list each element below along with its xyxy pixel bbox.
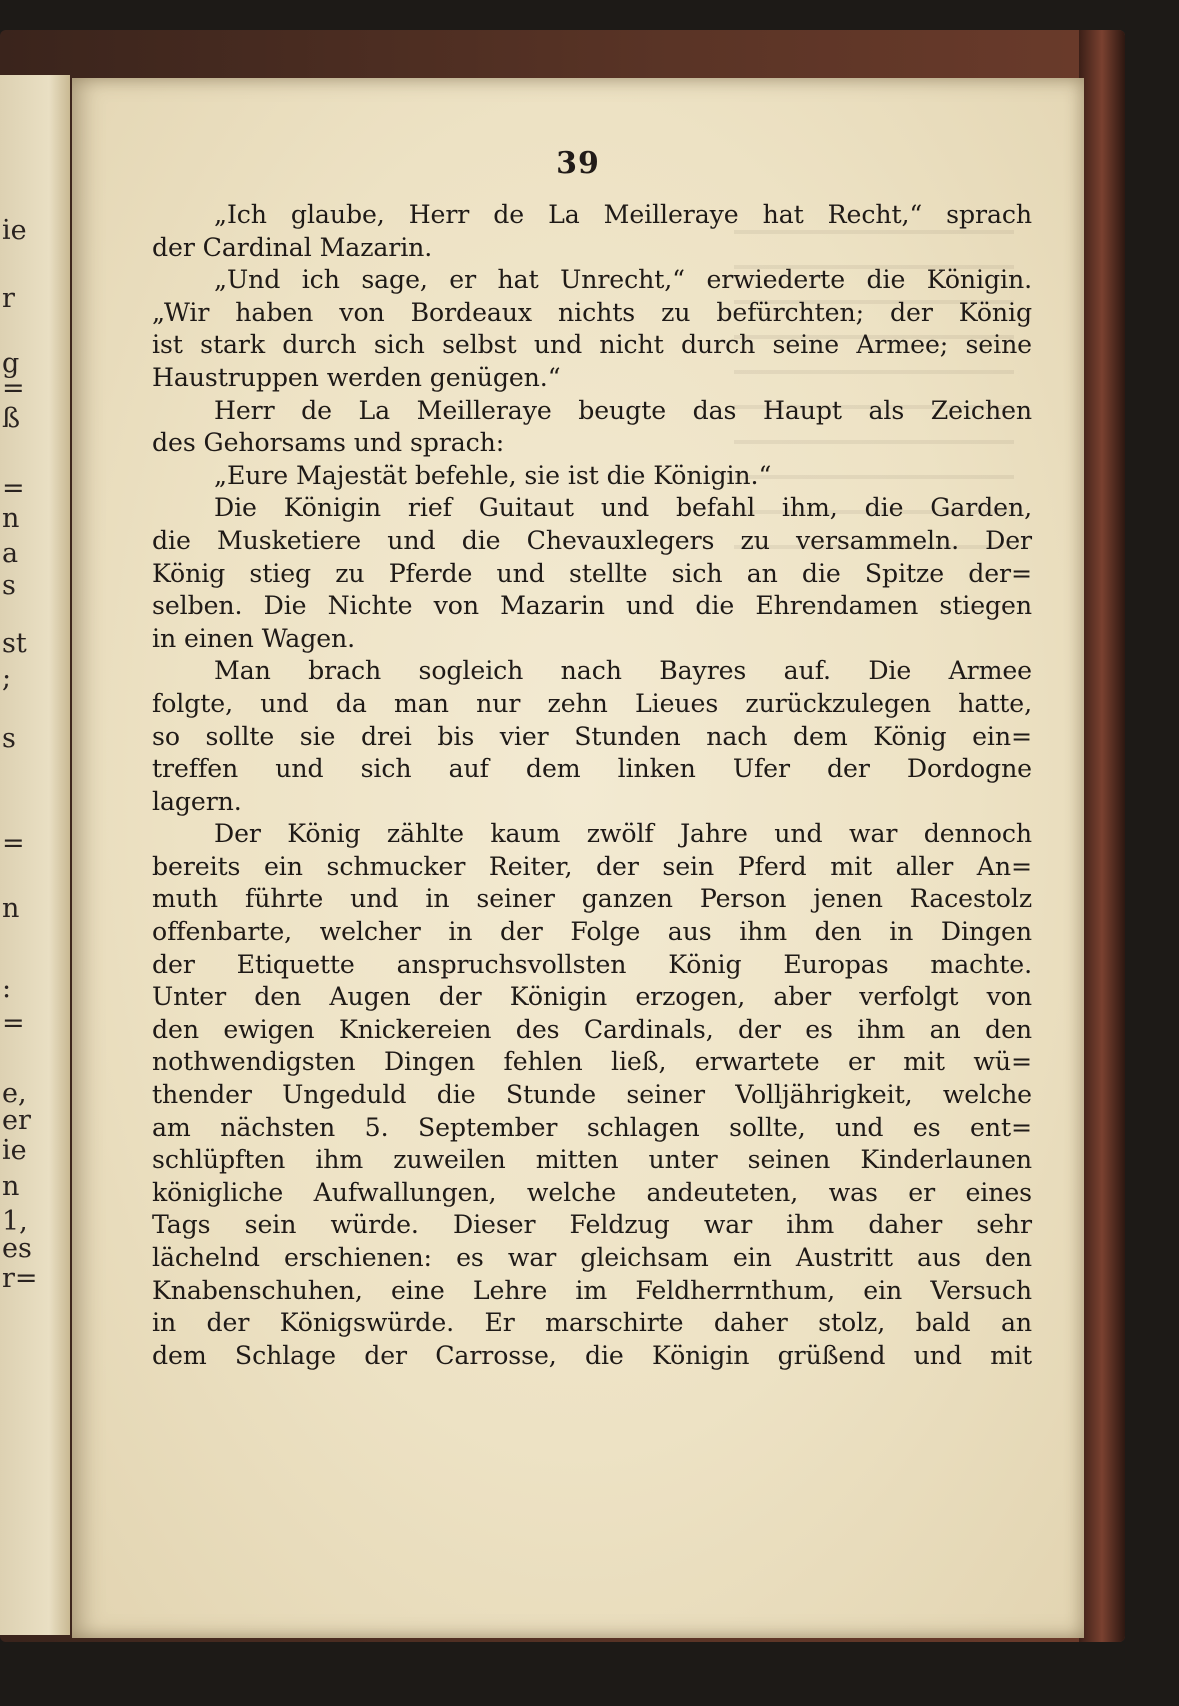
left-page-fragment: s xyxy=(2,723,16,754)
left-page-fragment: es xyxy=(2,1233,32,1264)
text-line: des Gehorsams und sprach: xyxy=(152,428,505,458)
left-page-fragment: : xyxy=(2,973,12,1004)
left-page-fragment: er xyxy=(2,1105,31,1136)
text-line: „Ich glaube, Herr de La Meilleraye hat Recht,“ sprach xyxy=(214,200,1032,229)
text-line: Tags sein würde. Dieser Feldzug war ihm daher sehr xyxy=(152,1210,1032,1240)
text-line: lächelnd erschienen: es war gleichsam ein Austritt aus den xyxy=(152,1243,1032,1272)
left-page-fragment: n xyxy=(2,893,20,924)
text-line: „Und ich sage, er hat Unrecht,“ erwiederte die Königin. xyxy=(214,265,1032,295)
text-line: thender Ungeduld die Stunde seiner Volljährigkeit, welche xyxy=(152,1080,1032,1110)
text-line: Knabenschuhen, eine Lehre im Feldherrnthum, ein Versuch xyxy=(152,1275,1032,1305)
left-page-fragment: = xyxy=(2,828,25,859)
book-page xyxy=(72,78,1084,1638)
text-line: Die Königin rief Guitaut und befahl ihm, die Garden, xyxy=(214,493,1032,523)
text-line: muth führte und in seiner ganzen Person jenen Racestolz xyxy=(152,884,1032,914)
left-page-fragment: = xyxy=(2,373,25,404)
text-line: der Etiquette anspruchsvollsten König Europas machte. xyxy=(152,949,1032,979)
text-line: Herr de La Meilleraye beugte das Haupt als Zeichen xyxy=(214,395,1032,425)
left-page-fragment: 1, xyxy=(2,1206,28,1237)
text-line: so sollte sie drei bis vier Stunden nach dem König ein= xyxy=(152,721,1032,751)
text-line: schlüpften ihm zuweilen mitten unter seinen Kinderlaunen xyxy=(152,1145,1032,1175)
text-line: dem Schlage der Carrosse, die Königin grüßend und mit xyxy=(152,1340,1032,1370)
left-page-fragment: st xyxy=(2,628,27,659)
text-line: offenbarte, welcher in der Folge aus ihm den in Dingen xyxy=(152,917,1032,947)
left-page-fragment: ß xyxy=(2,403,21,434)
left-page-fragment: a xyxy=(2,538,19,569)
left-page-fragment: g xyxy=(2,348,20,379)
left-page-fragment: s xyxy=(2,570,16,601)
left-page-fragment: r xyxy=(2,283,15,314)
text-line: bereits ein schmucker Reiter, der sein Pferd mit aller An= xyxy=(152,851,1032,881)
text-line: in einen Wagen. xyxy=(152,623,356,653)
left-page-fragment: ie xyxy=(2,215,27,246)
text-line: königliche Aufwallungen, welche andeuteten, was er eines xyxy=(152,1177,1032,1207)
page-text xyxy=(152,199,1032,1372)
text-line: folgte, und da man nur zehn Lieues zurückzulegen hatte, xyxy=(152,688,1032,718)
text-line: Haustruppen werden genügen.“ xyxy=(152,362,561,392)
left-page-fragment: ; xyxy=(2,663,12,694)
cover-edge xyxy=(1079,30,1125,1642)
text-line: treffen und sich auf dem linken Ufer der Dordogne xyxy=(152,754,1032,784)
text-line: lagern. xyxy=(152,786,242,816)
text-line: die Musketiere und die Chevauxlegers zu versammeln. Der xyxy=(152,525,1032,555)
left-page-fragment: n xyxy=(2,1171,20,1202)
text-line: am nächsten 5. September schlagen sollte, und es ent= xyxy=(152,1112,1032,1142)
left-facing-page xyxy=(0,75,70,1635)
text-line: Unter den Augen der Königin erzogen, aber verfolgt von xyxy=(152,982,1032,1012)
text-line: selben. Die Nichte von Mazarin und die Ehrendamen stiegen xyxy=(152,591,1032,621)
text-line: ist stark durch sich selbst und nicht durch seine Armee; seine xyxy=(152,330,1032,360)
text-line: „Wir haben von Bordeaux nichts zu befürchten; der König xyxy=(152,297,1032,327)
left-page-fragment: = xyxy=(2,1008,25,1039)
text-line: Man brach sogleich nach Bayres auf. Die Armee xyxy=(214,656,1032,686)
left-page-fragment: e, xyxy=(2,1078,27,1109)
left-page-fragment: n xyxy=(2,503,20,534)
text-line: der Cardinal Mazarin. xyxy=(152,232,433,262)
text-line: Der König zählte kaum zwölf Jahre und war dennoch xyxy=(214,819,1032,849)
left-page-fragment: r= xyxy=(2,1263,38,1294)
left-page-fragment: ie xyxy=(2,1135,27,1166)
text-line: nothwendigsten Dingen fehlen ließ, erwartete er mit wü= xyxy=(152,1047,1032,1077)
text-line: den ewigen Knickereien des Cardinals, der es ihm an den xyxy=(152,1014,1032,1044)
text-line: König stieg zu Pferde und stellte sich an die Spitze der= xyxy=(152,558,1032,588)
left-page-fragment: = xyxy=(2,473,25,504)
text-line: „Eure Majestät befehle, sie ist die Königin.“ xyxy=(214,460,772,490)
text-line: in der Königswürde. Er marschirte daher stolz, bald an xyxy=(152,1308,1032,1338)
page-number: 39 xyxy=(556,146,600,181)
